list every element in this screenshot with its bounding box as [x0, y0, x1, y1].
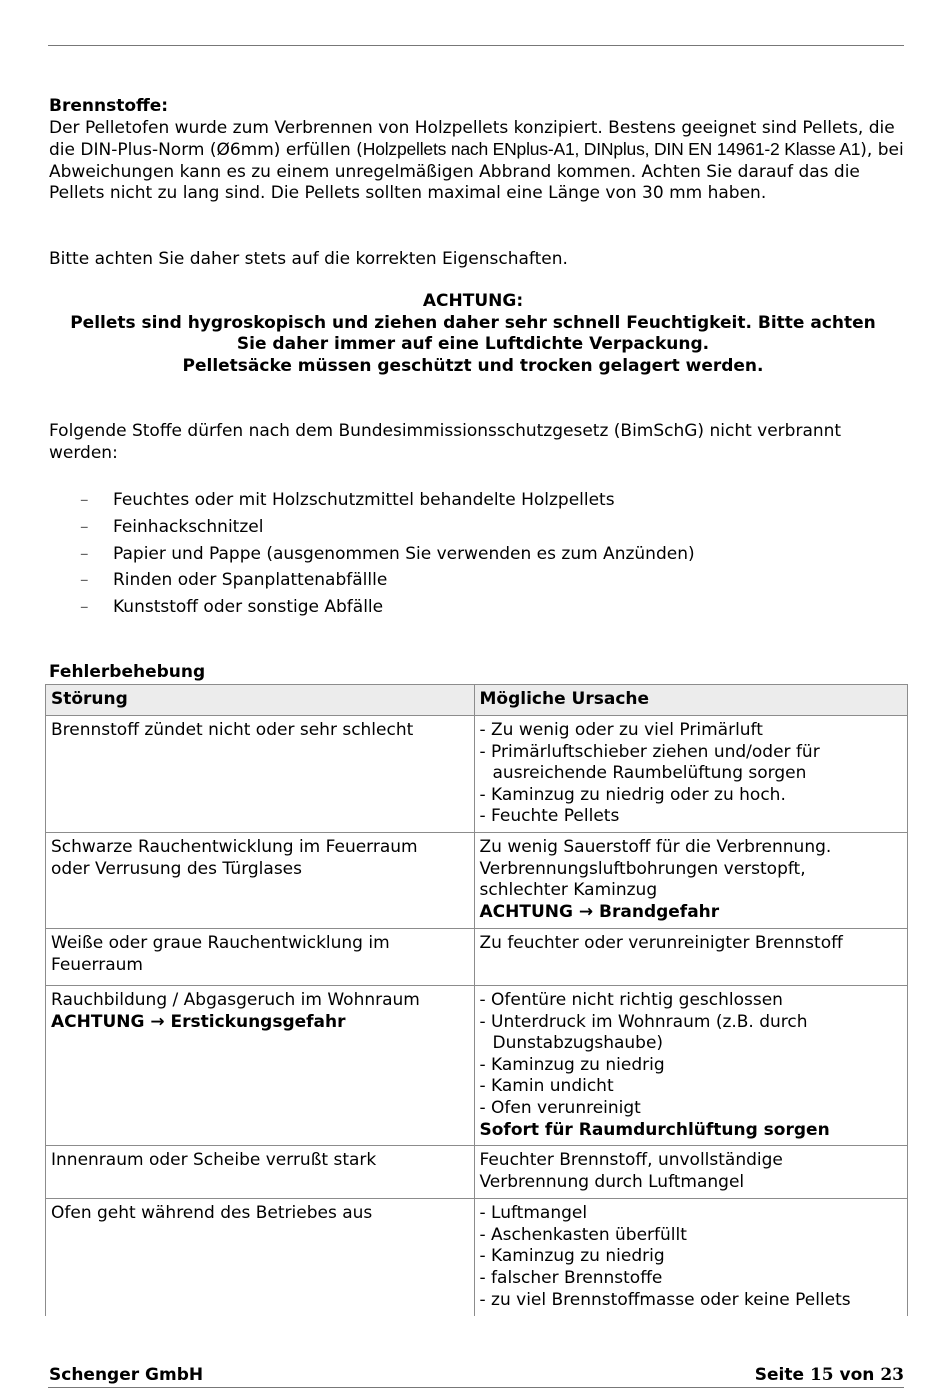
brennstoffe-paragraph — [49, 118, 905, 205]
forbidden-intro: Folgende Stoffe dürfen nach dem Bundesimmissionsschutzgesetz (BimSchG) nicht verbrannt werden: — [49, 421, 842, 463]
forbidden-list — [80, 490, 695, 624]
stoerung-warning: ACHTUNG → Erstickungsgefahr — [51, 1011, 346, 1032]
table-row — [46, 1199, 908, 1316]
table-body — [46, 716, 908, 1316]
column-header-ursache: Mögliche Ursache — [474, 685, 908, 716]
table-row — [46, 1146, 908, 1199]
brennstoffe-section — [49, 96, 905, 205]
cell-ursache: - Ofentüre nicht richtig geschlossen - Unterdruck im Wohnraum (z.B. durch Dunstabzugshaube) - Kaminzug zu niedrig - Kamin undicht - Ofen verunreinigt Sofort für Raumdurchlüftung sorgen — [474, 986, 908, 1146]
pellet-warning — [48, 291, 898, 377]
dash-bullet-icon: – — [80, 597, 89, 618]
list-item: – Papier und Pappe (ausgenommen Sie verwenden es zum Anzünden) — [80, 543, 695, 564]
cell-ursache: Zu feuchter oder verunreinigter Brennstoff — [474, 929, 908, 986]
table-row — [46, 986, 908, 1146]
section-heading-brennstoffe: Brennstoffe: — [49, 96, 169, 116]
footer-company: Schenger GmbH — [49, 1365, 204, 1385]
warning-line-1: Pellets sind hygroskopisch und ziehen daher sehr schnell Feuchtigkeit. Bitte achten Sie daher immer auf eine Luftdichte Verpackung. — [70, 312, 876, 355]
dash-bullet-icon: – — [80, 516, 89, 537]
dash-bullet-icon: – — [80, 490, 89, 510]
cell-stoerung: Brennstoff zündet nicht oder sehr schlecht — [46, 716, 475, 833]
cell-stoerung: Rauchbildung / Abgasgeruch im Wohnraum ACHTUNG → Erstickungsgefahr — [46, 986, 475, 1146]
table-title: Fehlerbehebung — [49, 662, 206, 682]
footer-page-indicator: Seite 15 von 23 — [754, 1365, 904, 1385]
cell-ursache: - Luftmangel - Aschenkasten überfüllt - Kaminzug zu niedrig - falscher Brennstoffe - zu viel Brennstoffmasse oder keine Pellets — [474, 1199, 908, 1316]
list-item: – Feuchtes oder mit Holzschutzmittel behandelte Holzpellets — [80, 490, 615, 510]
column-header-stoerung: Störung — [46, 685, 475, 716]
troubleshooting-table — [45, 684, 908, 1316]
cell-ursache: - Zu wenig oder zu viel Primärluft - Primärluftschieber ziehen und/oder für ausreichende Raumbelüftung sorgen - Kaminzug zu niedrig oder zu hoch. - Feuchte Pellets — [474, 716, 908, 833]
cell-ursache: Zu wenig Sauerstoff für die Verbrennung. Verbrennungsluftbohrungen verstopft, schlechter Kaminzug ACHTUNG → Brandgefahr — [474, 833, 908, 929]
table-row — [46, 929, 908, 986]
cell-stoerung: Ofen geht während des Betriebes aus — [46, 1199, 475, 1316]
brennstoffe-text-c: ), bei Abweichungen kann es zu einem unregelmäßigen Abbrand kommen. Achten Sie darauf das die Pellets nicht zu lang sind. Die Pellets sollten maximal eine Länge von 30 mm haben. — [49, 140, 904, 204]
cell-stoerung: Schwarze Rauchentwicklung im Feuerraum oder Verrusung des Türglases — [46, 833, 475, 929]
warning-title: ACHTUNG: — [422, 291, 524, 311]
dash-bullet-icon: – — [80, 570, 89, 591]
table-header-row — [46, 685, 908, 716]
list-item: – Kunststoff oder sonstige Abfälle — [80, 597, 384, 618]
table-row — [46, 716, 908, 833]
ursache-warning: Sofort für Raumdurchlüftung sorgen — [479, 1119, 830, 1140]
cell-stoerung: Innenraum oder Scheibe verrußt stark — [46, 1146, 475, 1199]
list-item: – Feinhackschnitzel — [80, 516, 264, 537]
table-row — [46, 833, 908, 929]
brennstoffe-note: Bitte achten Sie daher stets auf die korrekten Eigenschaften. — [49, 249, 568, 269]
brennstoffe-text-norms: Holzpellets nach ENplus-A1, DINplus, DIN EN 14961-2 Klasse A1 — [362, 139, 861, 160]
list-item: – Rinden oder Spanplattenabfällle — [80, 570, 388, 591]
ursache-warning: ACHTUNG → Brandgefahr — [479, 901, 720, 922]
cell-stoerung: Weiße oder graue Rauchentwicklung im Feuerraum — [46, 929, 475, 986]
bottom-divider — [48, 1387, 904, 1388]
footer-page-total: 23 — [880, 1365, 904, 1385]
cell-ursache: Feuchter Brennstoff, unvollständige Verbrennung durch Luftmangel — [474, 1146, 908, 1199]
top-divider — [48, 45, 904, 46]
warning-line-2: Pelletsäcke müssen geschützt und trocken gelagert werden. — [182, 355, 764, 376]
footer-page-number: 15 — [809, 1365, 834, 1385]
brennstoffe-text-a: Der Pelletofen wurde zum Verbrennen von Holzpellets konzipiert. Bestens geeignet sind Pellets, die die DIN-Plus-Norm (Ø6mm) erfüllen ( — [49, 117, 895, 161]
dash-bullet-icon: – — [80, 543, 89, 564]
